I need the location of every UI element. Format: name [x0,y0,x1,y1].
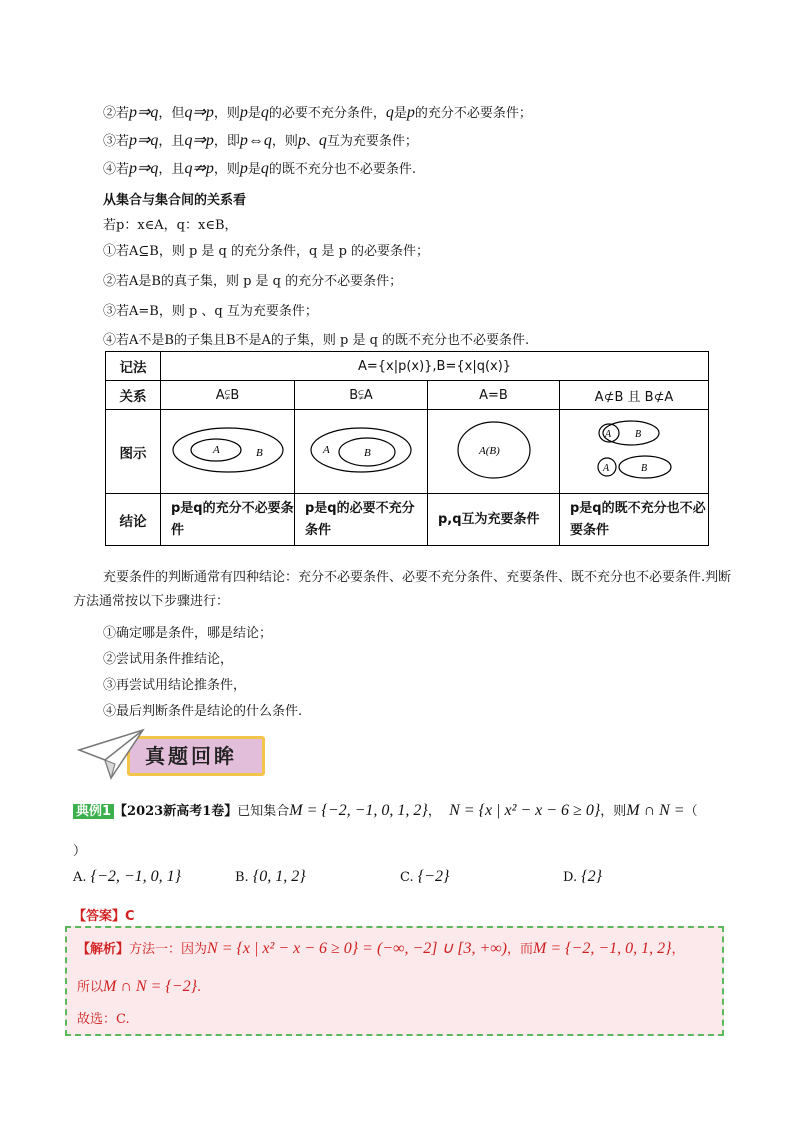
judgement-paragraph: 充要条件的判断通常有四种结论：充分不必要条件、必要不充分条件、充要条件、既不充分也不必要条件.判断方法通常按以下步骤进行： [73,570,732,609]
intersection-expr: M ∩ N = [626,802,685,819]
math: q⇒p [184,104,214,121]
set-heading: 从集合与集合间的关系看 [103,193,247,208]
analysis-line-3: 故选：C. [77,1012,130,1027]
math: p⇒q [129,132,159,149]
condition-line-2 [103,102,532,122]
math: q [318,132,327,149]
venn-diagram [444,417,544,483]
table-row [106,352,709,381]
text: ，但 [158,106,185,121]
label-a: A [603,462,610,474]
set-line-3: ③若A=B，则 p 、q 互为充要条件； [103,304,318,319]
math: q [260,160,269,177]
option-letter: C. [400,870,414,885]
diagram-b-subset-a [295,410,428,494]
relation-cell: A⫋B [161,381,295,410]
analysis-label: 【解析】 [77,942,130,957]
venn-diagram [301,420,421,480]
table-row [106,410,709,494]
math: p⇔q [239,132,272,149]
section-banner [75,726,265,784]
math: p [297,132,306,149]
math: p⇒q [129,160,159,177]
step-2: ②尝试用条件推结论， [103,652,234,667]
option-letter: A. [73,870,87,885]
analysis-box [65,926,724,1036]
math: p [239,160,248,177]
math: q⇏p [184,160,214,177]
table-row [106,381,709,410]
example-tag: 典例1 [73,804,114,819]
venn-diagram [589,415,679,485]
text: ④若 [103,162,130,177]
paper-plane-icon [75,726,155,784]
text: ，且 [158,162,185,177]
text: 方法一：因为 [129,942,208,957]
set-m: M = {−2, −1, 0, 1, 2} [289,802,428,819]
math: M = {−2, −1, 0, 1, 2} [533,940,672,957]
relation-cell: A⊄B 且 B⊄A [560,381,709,410]
label-a: A [605,428,612,440]
text: ，则 [213,162,240,177]
conclusion-cell: p,q互为充要条件 [428,494,560,546]
text: ②若 [103,106,130,121]
text: ③若 [103,134,130,149]
conclusion-cell: p是q的必要不充分条件 [295,494,428,546]
conclusion-cell: p是q的既不充分也不必要条件 [560,494,709,546]
option-letter: D. [563,870,578,885]
option-d [563,868,602,886]
text: 、 [305,134,319,149]
label-b: B [635,428,642,440]
text: ， [671,942,685,957]
separator: ， [427,804,441,819]
math: q [385,104,394,121]
text: 互为充要条件； [326,134,418,149]
set-line-2: ②若A是B的真子集，则 p 是 q 的充分不必要条件； [103,274,403,289]
set-line-1: ①若A⊆B，则 p 是 q 的充分条件，q 是 p 的必要条件； [103,244,430,259]
label-b: B [364,446,371,459]
question-line [73,800,698,820]
option-value: {2} [581,868,603,885]
analysis-line-1 [77,938,685,958]
answer-label: 【答案】C [73,909,135,924]
paren-close: ） [73,844,87,859]
question-text: 已知集合 [237,804,290,819]
text: 所以 [77,980,104,995]
label-a: A [212,443,220,456]
text: ，则 [271,134,298,149]
conclusion-cell: p是q的充分不必要条件 [161,494,295,546]
math: p [406,104,415,121]
table-row [106,494,709,546]
set-line-4: ④若A不是B的子集且B不是A的子集，则 p 是 q 的既不充分也不必要条件. [103,333,530,348]
option-b [235,868,306,886]
text: ，则 [213,106,240,121]
notation-cell: A={x|p(x)},B={x|q(x)} [161,352,709,381]
diagram-a-subset-b [161,410,295,494]
diagram-a-equals-b [428,410,560,494]
diagram-neither [560,410,709,494]
text: 是 [247,106,261,121]
math: p [239,104,248,121]
option-c [400,868,449,886]
label-ab: A(B) [478,444,500,457]
math: N = {x | x² − x − 6 ≥ 0} = (−∞, −2] ∪ [3, +∞) [207,940,507,957]
text: 是 [247,162,261,177]
option-a [73,868,181,886]
option-letter: B. [235,870,249,885]
text: . [196,980,202,995]
paren-open: （ [684,804,698,819]
label-b: B [255,446,263,459]
row-head-diagram: 图示 [106,410,161,494]
step-3: ③再尝试用结论推条件， [103,678,247,693]
math: p⇒q [129,104,159,121]
option-value: {0, 1, 2} [252,868,306,885]
question-source: 【2023新高考1卷】 [114,804,238,819]
text: 的必要不充分条件， [268,106,386,121]
step-1: ①确定哪是条件，哪是结论； [103,626,273,641]
row-head-conclusion: 结论 [106,494,161,546]
row-head-notation: 记法 [106,352,161,381]
math: q⇒p [184,132,214,149]
condition-line-3 [103,130,418,150]
math: M ∩ N = {−2} [103,978,197,995]
text: 的充分不必要条件； [414,106,532,121]
text: ，而 [507,942,534,957]
relation-cell: A=B [428,381,560,410]
question-text: ，则 [600,804,627,819]
text: 是 [393,106,407,121]
text: 的既不充分也不必要条件. [268,162,417,177]
text: ，且 [158,134,185,149]
analysis-line-2 [77,976,201,996]
text: ，即 [213,134,240,149]
step-4: ④最后判断条件是结论的什么条件. [103,704,303,719]
option-value: {−2} [417,868,450,885]
label-b: B [641,462,648,474]
set-n: N = {x | x² − x − 6 ≥ 0} [449,802,601,819]
venn-diagram [168,420,288,480]
set-intro: 若p：x∈A，q：x∈B， [103,218,238,233]
row-head-relation: 关系 [106,381,161,410]
label-a: A [323,443,330,456]
relation-table [105,351,709,546]
banner-title: 真题回眸 [145,744,237,768]
relation-cell: B⫋A [295,381,428,410]
math: q [260,104,269,121]
option-value: {−2, −1, 0, 1} [90,868,182,885]
condition-line-4 [103,158,416,178]
